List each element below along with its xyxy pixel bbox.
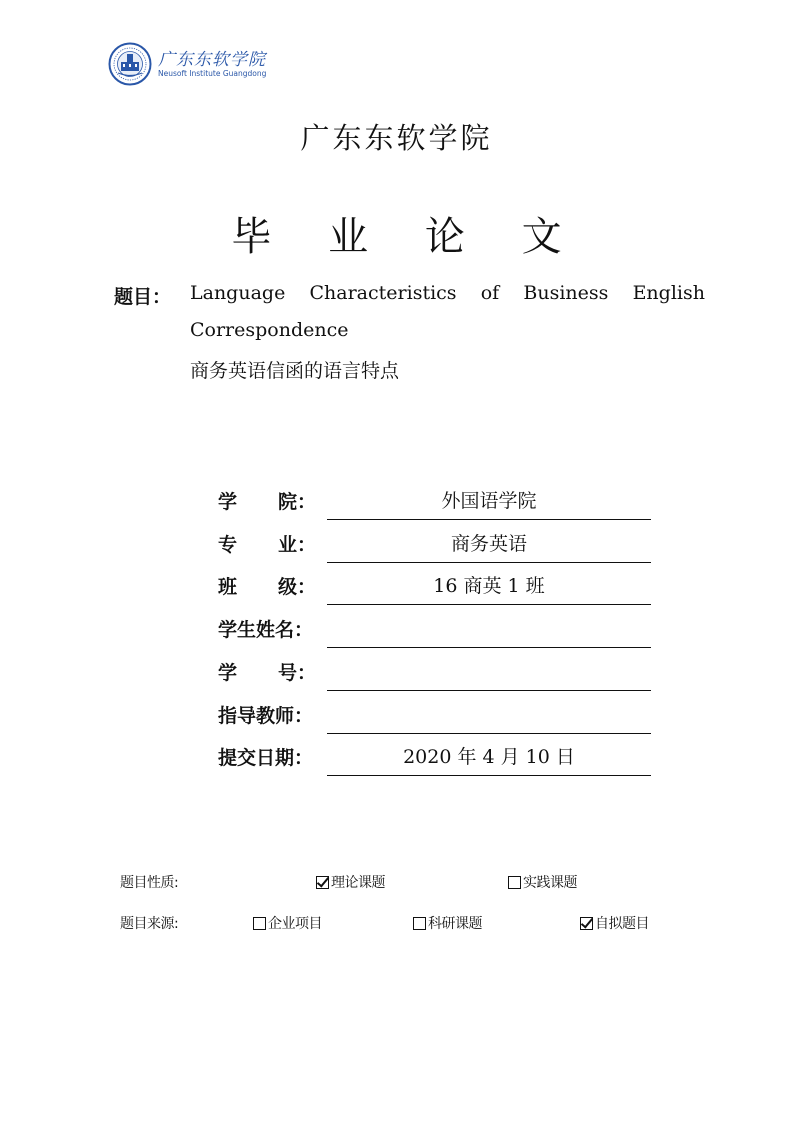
form-row-student-name <box>218 618 651 648</box>
school-name: 广东东软学院 <box>300 121 493 155</box>
class-field[interactable]: 16 商英 1 班 <box>327 574 651 605</box>
form-row-advisor <box>218 704 651 734</box>
form-row-student-id <box>218 661 651 691</box>
theory-option-label: 理论课题 <box>331 875 385 891</box>
major-field[interactable]: 商务英语 <box>327 532 651 563</box>
checkbox-unchecked-icon[interactable] <box>253 917 266 930</box>
checkbox-unchecked-icon[interactable] <box>413 917 426 930</box>
enterprise-option-label: 企业项目 <box>268 916 322 932</box>
practice-option-label: 实践课题 <box>523 875 577 891</box>
college-label: 学 院： <box>218 491 316 513</box>
form-row-college <box>218 490 651 520</box>
title-word: Business <box>523 282 609 304</box>
research-option-label: 科研课题 <box>428 916 482 932</box>
student-id-field[interactable] <box>327 660 651 691</box>
topic-nature-label: 题目性质: <box>120 875 179 891</box>
title-word: Language <box>190 282 286 304</box>
form-row-class <box>218 575 651 605</box>
college-field[interactable]: 外国语学院 <box>327 489 651 520</box>
topic-source-self-proposed-option[interactable] <box>580 913 649 933</box>
submit-date-label: 提交日期： <box>218 747 314 769</box>
title-word: of <box>480 282 500 304</box>
topic-nature-theory-option[interactable] <box>316 872 385 892</box>
title-word: Characteristics <box>309 282 457 304</box>
logo-name-en: Neusoft Institute Guangdong <box>158 69 267 78</box>
student-id-label: 学 号： <box>218 662 316 684</box>
submit-date-field[interactable]: 2020 年 4 月 10 日 <box>327 745 651 776</box>
topic-nature-practice-option[interactable] <box>508 872 577 892</box>
student-name-field[interactable] <box>327 617 651 648</box>
checkbox-checked-icon[interactable] <box>316 876 329 889</box>
checkbox-unchecked-icon[interactable] <box>508 876 521 889</box>
advisor-field[interactable] <box>327 703 651 734</box>
checkbox-checked-icon[interactable] <box>580 917 593 930</box>
topic-source-enterprise-option[interactable] <box>253 913 322 933</box>
logo-name-cn: 广东东软学院 <box>158 50 266 70</box>
class-label: 班 级： <box>218 576 316 598</box>
title-english-line2: Correspondence <box>190 319 349 341</box>
title-english-line1 <box>190 282 705 304</box>
self-proposed-option-label: 自拟题目 <box>595 916 649 932</box>
institute-emblem-icon <box>108 42 152 86</box>
student-name-label: 学生姓名： <box>218 619 314 641</box>
title-word: English <box>632 282 705 304</box>
advisor-label: 指导教师： <box>218 705 314 727</box>
title-label: 题目： <box>114 286 172 308</box>
major-label: 专 业： <box>218 534 316 556</box>
topic-source-research-option[interactable] <box>413 913 482 933</box>
form-row-submit-date <box>218 746 651 776</box>
title-chinese: 商务英语信函的语言特点 <box>190 360 400 382</box>
topic-source-label: 题目来源: <box>120 916 179 932</box>
form-row-major <box>218 533 651 563</box>
document-type-heading: 毕 业 论 文 <box>231 214 584 260</box>
institute-logo <box>108 42 278 88</box>
